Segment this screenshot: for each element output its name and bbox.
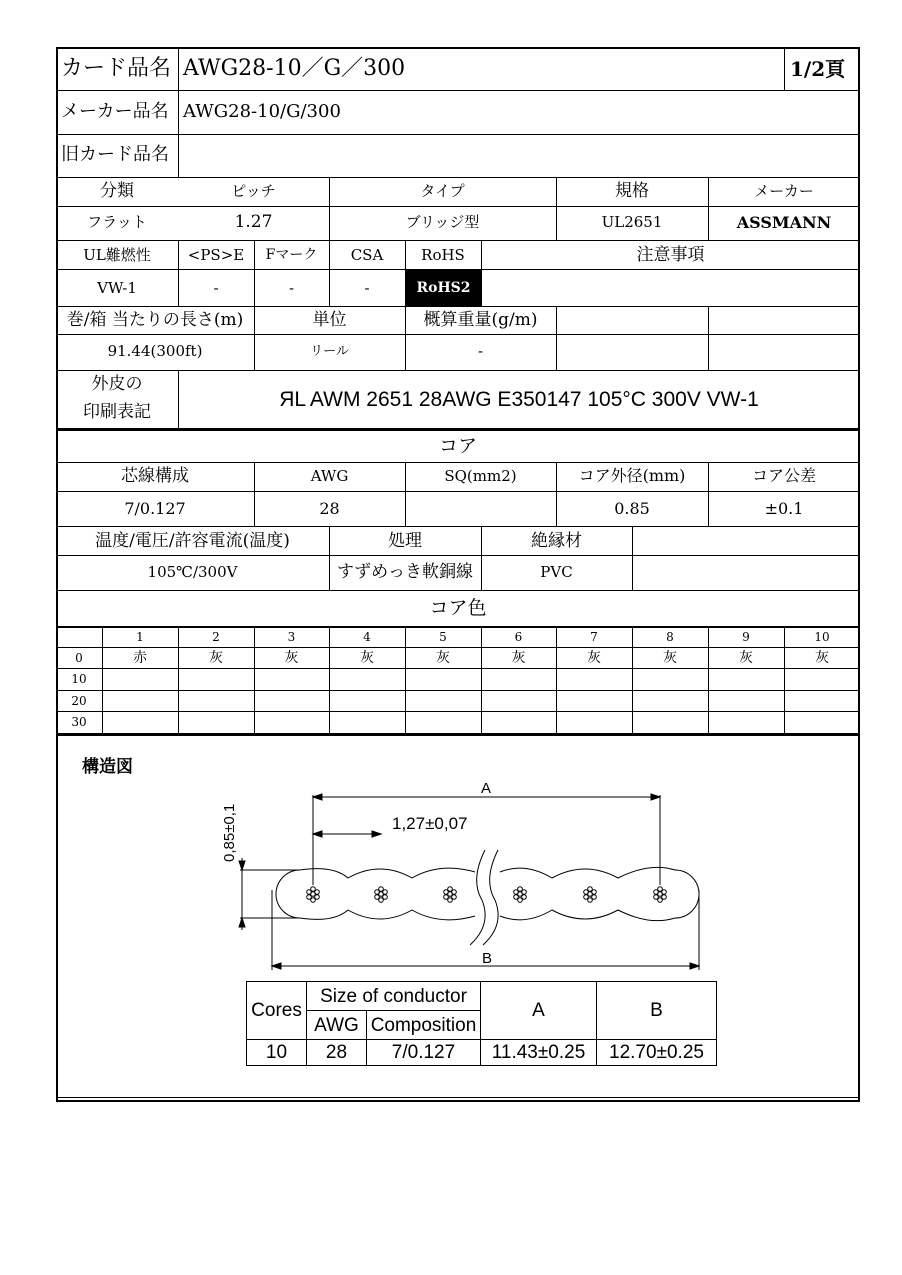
awg-table-value: 28 <box>307 1040 367 1066</box>
maker-name-value: AWG28-10/G/300 <box>183 101 341 122</box>
color-col-header: 3 <box>287 630 296 644</box>
color-col-header: 4 <box>363 630 371 644</box>
core-tolerance-value: ±0.1 <box>764 499 804 518</box>
conductor-strand <box>518 898 523 903</box>
class-header: 分類 <box>100 181 134 201</box>
insulation-header: 絶縁材 <box>531 531 582 551</box>
awg-subheader: AWG <box>307 1011 367 1040</box>
color-row-label: 20 <box>71 694 87 708</box>
dimension-b-label: B <box>482 950 493 967</box>
card-name-label: カード品名 <box>61 56 172 81</box>
length-value: 91.44(300ft) <box>107 342 203 360</box>
color-col-header: 2 <box>212 630 220 644</box>
rohs-badge: RoHS2 <box>406 270 481 306</box>
core-section-title: コア <box>438 435 477 457</box>
weight-header: 概算重量(g/m) <box>423 310 538 330</box>
maker-name-label: メーカー品名 <box>61 101 169 122</box>
insulation-value: PVC <box>540 563 573 581</box>
unit-header: 単位 <box>312 310 347 330</box>
color-row-label: 30 <box>71 715 87 729</box>
color-cell: 赤 <box>133 650 147 666</box>
page-number: 1/2頁 <box>790 57 846 81</box>
color-cell: 灰 <box>587 650 601 666</box>
color-row-label: 0 <box>75 651 83 665</box>
color-col-header: 1 <box>136 630 144 644</box>
thickness-dimension-label: 0,85±0,1 <box>221 803 238 862</box>
jacket-print-text: ЯL AWM 2651 28AWG E350147 105°C 300V VW-1 <box>279 388 759 411</box>
conductor-strand <box>658 887 663 892</box>
core-tolerance-header: コア公差 <box>751 466 816 485</box>
notes-header: 注意事項 <box>636 245 705 265</box>
b-header: B <box>597 982 717 1040</box>
treatment-header: 処理 <box>388 531 422 551</box>
type-header: タイプ <box>420 182 465 200</box>
color-col-header: 6 <box>514 630 523 644</box>
conductor-strand <box>588 887 593 892</box>
conductor-strand <box>518 887 523 892</box>
sq-header: SQ(mm2) <box>444 467 517 485</box>
maker-value: ASSMANN <box>736 213 832 232</box>
pitch-value: 1.27 <box>234 212 273 232</box>
core-od-value: 0.85 <box>614 499 650 518</box>
unit-value: リール <box>310 344 349 359</box>
dimension-a-label: A <box>481 780 492 797</box>
b-value: 12.70±0.25 <box>597 1040 717 1066</box>
ul-flame-value: VW-1 <box>97 279 137 297</box>
conductor-strand <box>311 898 316 903</box>
old-name-label: 旧カード品名 <box>61 144 169 165</box>
pitch-dimension-label: 1,27±0,07 <box>392 814 468 833</box>
awg-value: 28 <box>319 499 340 518</box>
csa-header: CSA <box>350 246 384 264</box>
composition-value: 7/0.127 <box>124 499 186 518</box>
conductor-strand <box>379 887 384 892</box>
dimension-table <box>246 981 717 1066</box>
rating-header: 温度/電圧/許容電流(温度) <box>95 531 290 551</box>
f-mark-header: Fマーク <box>265 247 318 263</box>
maker-header: メーカー <box>754 182 814 200</box>
print-label-line2: 印刷表記 <box>83 402 151 422</box>
a-value: 11.43±0.25 <box>481 1040 597 1066</box>
pse-header: <PS>E <box>187 246 245 264</box>
cores-value: 10 <box>247 1040 307 1066</box>
class-value: フラット <box>87 213 147 231</box>
color-cell: 灰 <box>663 650 677 666</box>
color-cell: 灰 <box>511 650 526 666</box>
pse-value: - <box>213 279 219 297</box>
rohs-header: RoHS <box>421 246 465 264</box>
print-label-line1: 外皮の <box>91 374 143 394</box>
conductor-strand <box>448 898 453 903</box>
color-col-header: 9 <box>742 630 750 644</box>
color-cell: 灰 <box>815 650 829 666</box>
composition-table-value: 7/0.127 <box>367 1040 481 1066</box>
weight-value: - <box>477 342 484 360</box>
color-cell: 灰 <box>284 650 299 666</box>
color-cell: 灰 <box>209 650 223 666</box>
structure-drawing-title: 構造図 <box>82 757 133 776</box>
color-col-header: 5 <box>439 630 447 644</box>
rating-value: 105℃/300V <box>147 563 238 581</box>
color-cell: 灰 <box>436 650 450 666</box>
color-cell: 灰 <box>739 650 753 666</box>
type-value: ブリッジ型 <box>405 213 480 231</box>
composition-header: 芯線構成 <box>121 466 189 486</box>
pitch-header: ピッチ <box>231 182 276 200</box>
color-row-label: 10 <box>71 672 87 686</box>
color-cell: 灰 <box>360 650 374 666</box>
color-col-header: 10 <box>814 630 830 644</box>
composition-subheader: Composition <box>367 1011 481 1040</box>
card-name-value: AWG28-10／G／300 <box>183 56 406 81</box>
conductor-strand <box>311 887 316 892</box>
f-mark-value: - <box>288 279 295 297</box>
standard-header: 規格 <box>615 181 649 201</box>
core-color-title: コア色 <box>429 597 487 619</box>
ul-flame-header: UL難燃性 <box>83 246 151 264</box>
a-header: A <box>481 982 597 1040</box>
conductor-strand <box>448 887 453 892</box>
treatment-value: すずめっき軟銅線 <box>337 562 473 582</box>
color-col-header: 8 <box>666 630 674 644</box>
conductor-strand <box>588 898 593 903</box>
cores-header: Cores <box>247 982 307 1040</box>
conductor-strand <box>379 898 384 903</box>
core-od-header: コア外径(mm) <box>578 466 686 485</box>
standard-value: UL2651 <box>601 213 663 231</box>
length-header: 巻/箱 当たりの長さ(m) <box>66 310 244 330</box>
size-of-conductor-header: Size of conductor <box>307 982 481 1011</box>
color-col-header: 7 <box>590 630 598 644</box>
csa-value: - <box>364 279 370 297</box>
conductor-strand <box>658 898 663 903</box>
awg-header: AWG <box>310 467 349 485</box>
